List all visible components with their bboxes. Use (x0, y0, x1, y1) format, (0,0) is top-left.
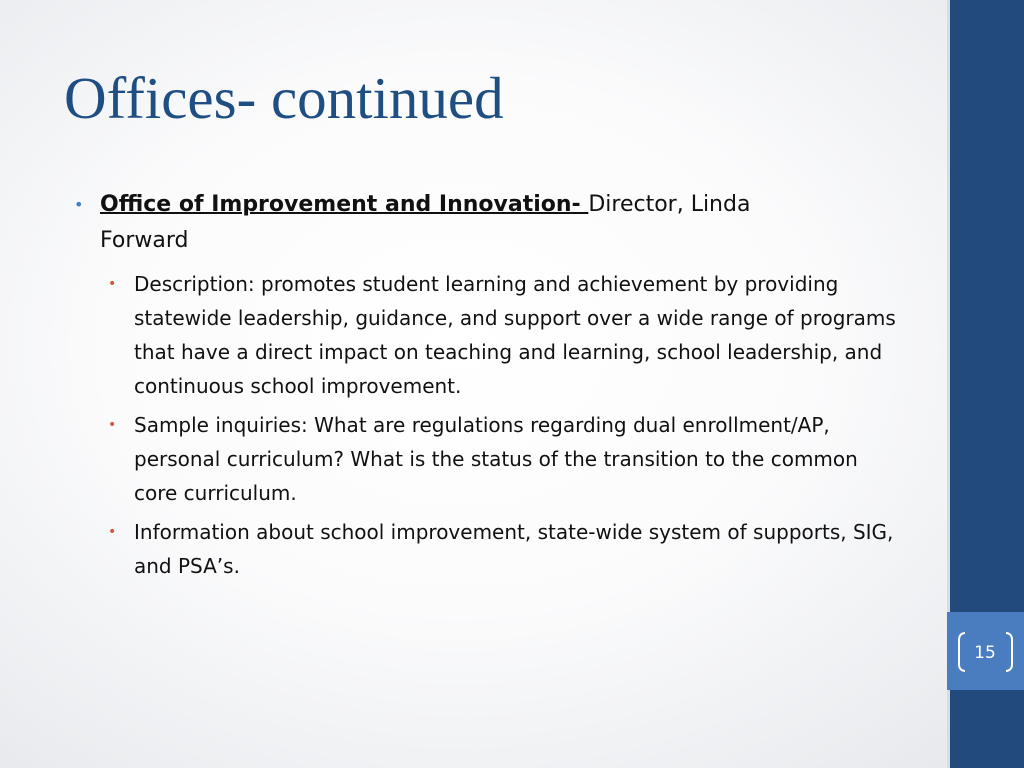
slide-title: Offices- continued (64, 65, 504, 131)
office-director: Director, Linda Forward (100, 192, 751, 253)
slide-number: 15 (974, 643, 996, 663)
sub-bullet-information (108, 515, 898, 583)
office-name: Office of Improvement and Innovation- (100, 192, 589, 217)
bullet-dot-icon: • (74, 195, 84, 214)
sub-bullet-text: Information about school improvement, state-wide system of supports, SIG, and PSA’s. (134, 520, 894, 578)
bracket-frame-icon (958, 632, 965, 672)
sub-bullet-text: Description: promotes student learning and achievement by providing statewide leadership, guidance, and support over a wide range of programs that have a direct impact on teaching and learning, school leadership, and continuous school improvement. (134, 272, 896, 398)
sub-bullet-list (108, 267, 934, 583)
bracket-frame-icon (1006, 632, 1013, 672)
bullet-dot-icon: • (108, 524, 117, 540)
bullet-office-improvement (74, 187, 820, 259)
bullet-dot-icon: • (108, 276, 117, 292)
sub-bullet-text: Sample inquiries: What are regulations regarding dual enrollment/AP, personal curriculum? What is the status of the transition to the common core curriculum. (134, 413, 858, 505)
slide-content (74, 187, 934, 588)
bullet-dot-icon: • (108, 417, 117, 433)
slide-number-block (947, 612, 1024, 690)
sub-bullet-description (108, 267, 898, 403)
sub-bullet-sample-inquiries (108, 408, 898, 510)
